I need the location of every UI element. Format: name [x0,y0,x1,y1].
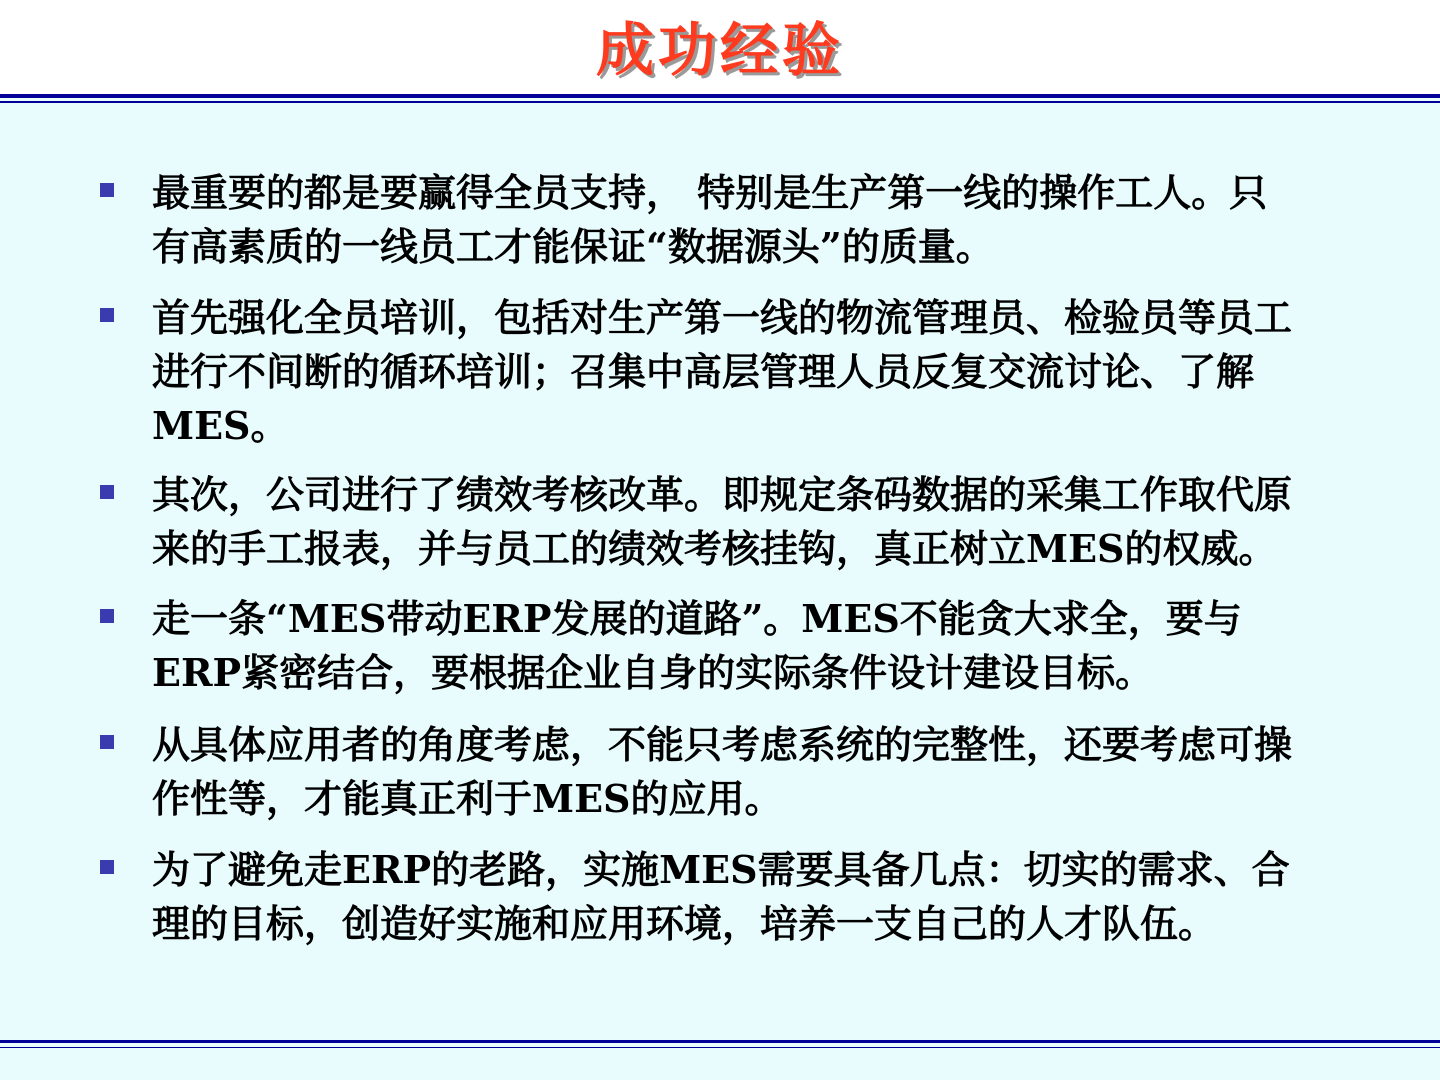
bullet-text: 首先强化全员培训，包括对生产第一线的物流管理员、检验员等员工 进行不间断的循环培训；召集中高层管理人员反复交流讨论、了解 MES。 [152,295,1293,448]
bottom-divider-thin [0,1047,1440,1048]
square-bullet-icon [100,183,114,197]
slide-title: 成功经验 [595,16,844,84]
bullet-text: 最重要的都是要赢得全员支持， 特别是生产第一线的操作工人。只 有高素质的一线员工才能保证“数据源头”的质量。 [152,170,1268,269]
square-bullet-icon [100,308,114,322]
square-bullet-icon [100,609,114,623]
bottom-divider-thick [0,1040,1440,1043]
bullet-text: 走一条“MES带动ERP发展的道路”。MES不能贪大求全，要与 ERP紧密结合，要根据企业自身的实际条件设计建设目标。 [152,596,1242,695]
square-bullet-icon [100,485,114,499]
bullet-text: 从具体应用者的角度考虑，不能只考虑系统的完整性，还要考虑可操 作性等，才能真正利于MES的应用。 [152,722,1293,821]
bullet-text: 为了避免走ERP的老路，实施MES需要具备几点：切实的需求、合 理的目标，创造好实施和应用环境，培养一支自己的人才队伍。 [152,847,1290,946]
bullet-text: 其次，公司进行了绩效考核改革。即规定条码数据的采集工作取代原 来的手工报表，并与员工的绩效考核挂钩，真正树立MES的权威。 [152,472,1293,571]
square-bullet-icon [100,860,114,874]
square-bullet-icon [100,735,114,749]
